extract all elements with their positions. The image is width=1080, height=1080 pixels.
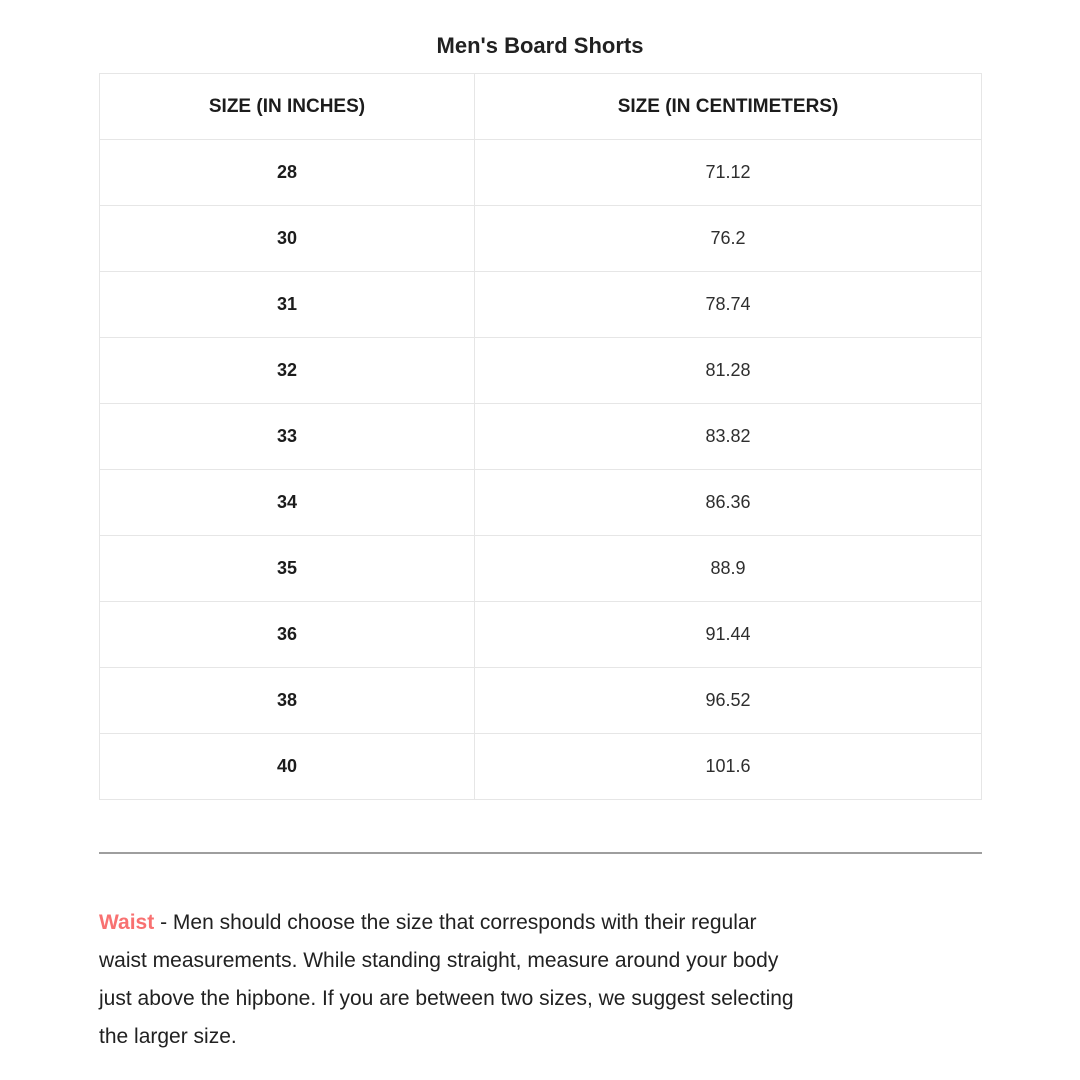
cell-size-inches: 34 (100, 470, 475, 536)
table-row (100, 668, 982, 734)
cell-size-cm: 88.9 (475, 536, 982, 602)
cell-size-inches: 36 (100, 602, 475, 668)
cell-size-cm: 76.2 (475, 206, 982, 272)
cell-size-cm: 101.6 (475, 734, 982, 800)
table-row (100, 206, 982, 272)
table-row (100, 272, 982, 338)
cell-size-inches: 30 (100, 206, 475, 272)
cell-size-cm: 81.28 (475, 338, 982, 404)
cell-size-inches: 35 (100, 536, 475, 602)
table-row (100, 536, 982, 602)
cell-size-cm: 71.12 (475, 140, 982, 206)
note-paragraph (99, 904, 989, 1056)
section-divider (99, 852, 982, 854)
column-header-centimeters: SIZE (IN CENTIMETERS) (475, 74, 982, 140)
cell-size-cm: 83.82 (475, 404, 982, 470)
cell-size-inches: 32 (100, 338, 475, 404)
cell-size-cm: 91.44 (475, 602, 982, 668)
cell-size-inches: 31 (100, 272, 475, 338)
table-header-row (100, 74, 982, 140)
size-table (99, 73, 982, 800)
note-line-1 (99, 904, 989, 942)
cell-size-cm: 96.52 (475, 668, 982, 734)
note-line-2: waist measurements. While standing straight, measure around your body (99, 949, 779, 972)
cell-size-inches: 38 (100, 668, 475, 734)
table-row (100, 140, 982, 206)
page-title: Men's Board Shorts (436, 33, 644, 58)
cell-size-inches: 33 (100, 404, 475, 470)
table-row (100, 470, 982, 536)
note-label-waist: Waist (99, 911, 155, 934)
cell-size-cm: 78.74 (475, 272, 982, 338)
cell-size-cm: 86.36 (475, 470, 982, 536)
table-row (100, 404, 982, 470)
table-row (100, 338, 982, 404)
cell-size-inches: 40 (100, 734, 475, 800)
table-row (100, 734, 982, 800)
column-header-inches: SIZE (IN INCHES) (100, 74, 475, 140)
cell-size-inches: 28 (100, 140, 475, 206)
table-row (100, 602, 982, 668)
note-line-1-text: - Men should choose the size that corresponds with their regular (154, 911, 757, 934)
note-line-3: just above the hipbone. If you are between two sizes, we suggest selecting (99, 987, 794, 1010)
note-line-4: the larger size. (99, 1025, 237, 1048)
